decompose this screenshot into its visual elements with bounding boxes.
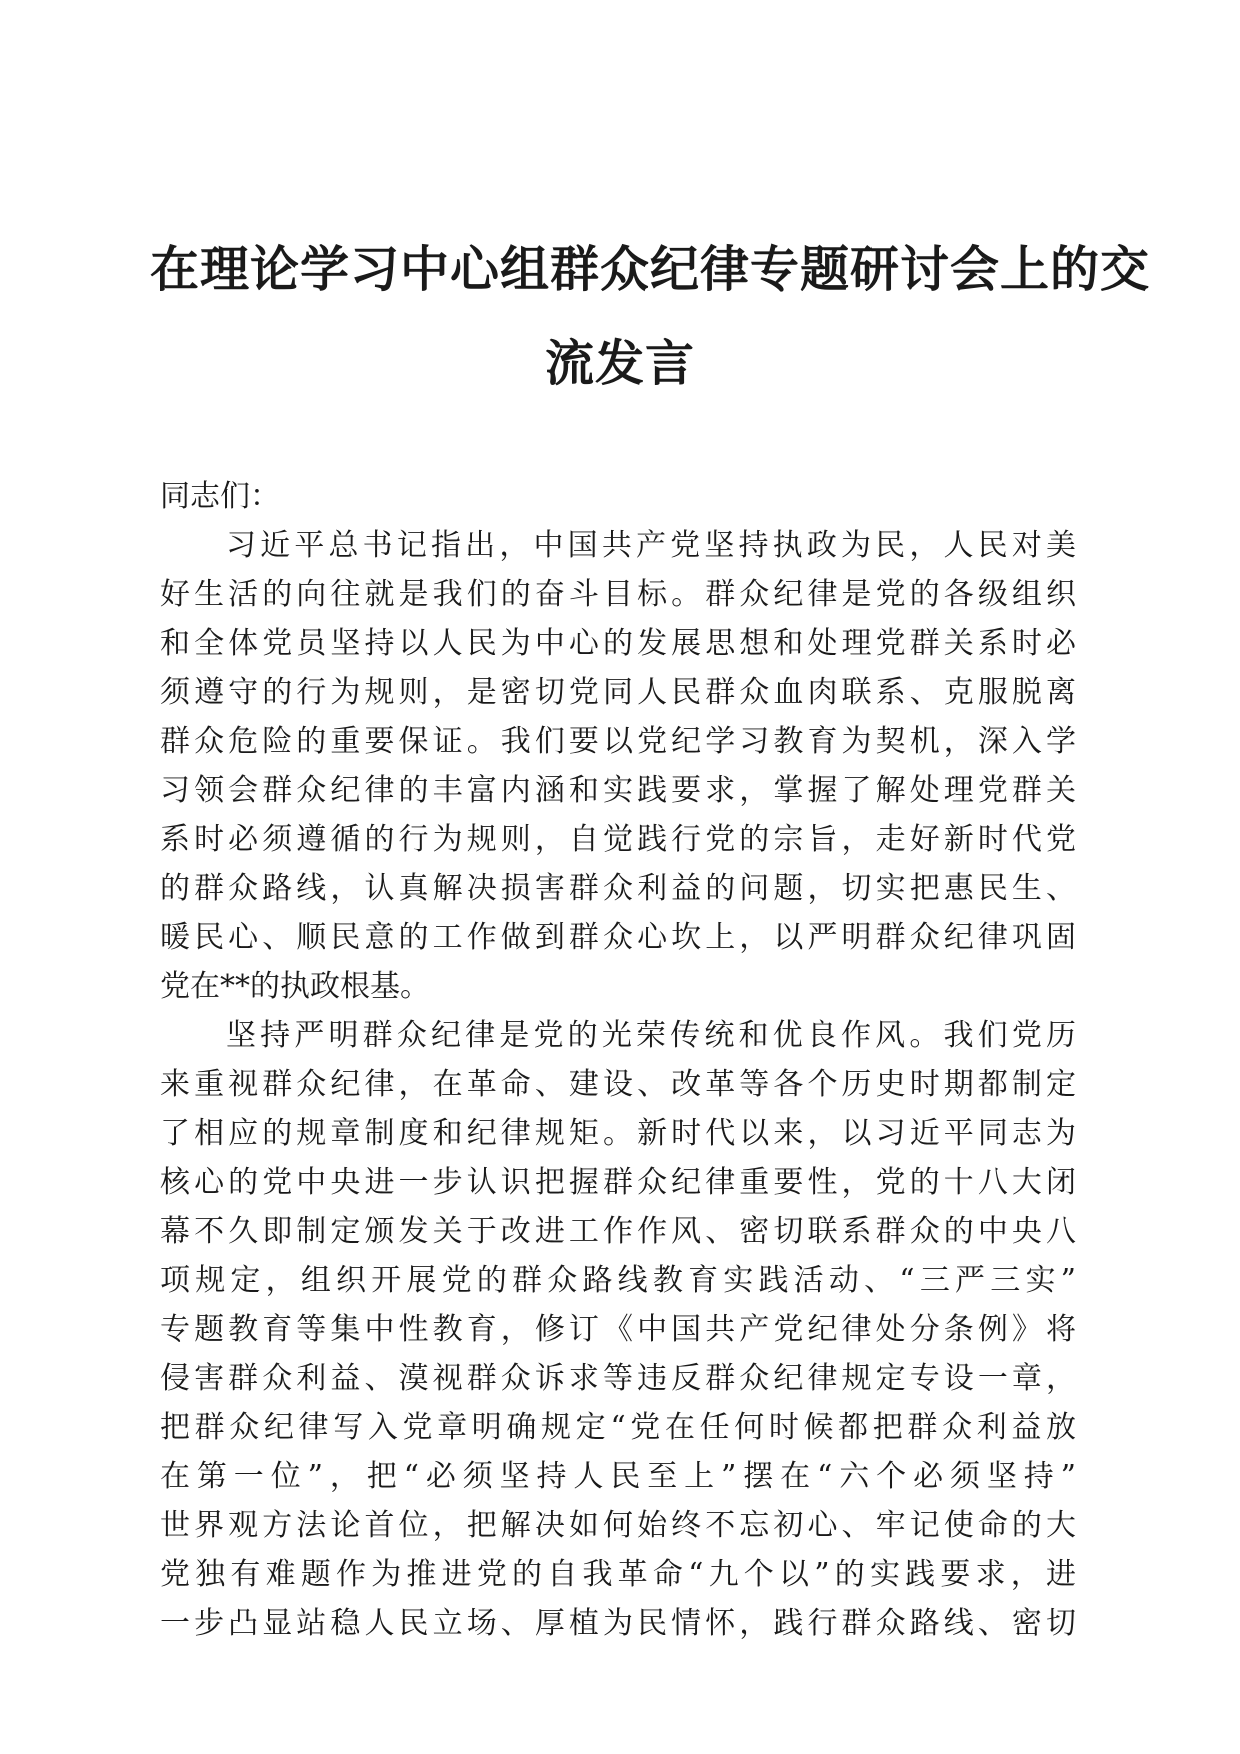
text-line: 习领会群众纪律的丰富内涵和实践要求，掌握了解处理党群关 xyxy=(160,773,1076,808)
text-line: 群众危险的重要保证。我们要以党纪学习教育为契机，深入学 xyxy=(160,724,1076,759)
text-line: 党独有难题作为推进党的自我革命“九个以”的实践要求，进 xyxy=(160,1557,1076,1592)
text-line: 坚持严明群众纪律是党的光荣传统和优良作风。我们党历 xyxy=(226,1018,1076,1053)
text-line: 在第一位”，把“必须坚持人民至上”摆在“六个必须坚持” xyxy=(160,1459,1076,1494)
text-line: 侵害群众利益、漠视群众诉求等违反群众纪律规定专设一章， xyxy=(160,1361,1076,1396)
title-line: 在理论学习中心组群众纪律专题研讨会上的交 xyxy=(150,240,1151,298)
text-line: 暖民心、顺民意的工作做到群众心坎上，以严明群众纪律巩固 xyxy=(160,920,1076,955)
text-line: 好生活的向往就是我们的奋斗目标。群众纪律是党的各级组织 xyxy=(160,577,1076,612)
paragraph-1 xyxy=(160,521,1076,1011)
text-line: 的群众路线，认真解决损害群众利益的问题，切实把惠民生、 xyxy=(160,871,1076,906)
text-line: 和全体党员坚持以人民为中心的发展思想和处理党群关系时必 xyxy=(160,626,1076,661)
text-line: 来重视群众纪律，在革命、建设、改革等各个历史时期都制定 xyxy=(160,1067,1076,1102)
paragraph-2 xyxy=(160,1011,1076,1648)
salutation: 同志们： xyxy=(160,479,280,514)
text-line: 把群众纪律写入党章明确规定“党在任何时候都把群众利益放 xyxy=(160,1410,1076,1445)
text-line: 党在**的执政根基。 xyxy=(160,969,430,1004)
text-line: 须遵守的行为规则，是密切党同人民群众血肉联系、克服脱离 xyxy=(160,675,1076,710)
text-line: 项规定，组织开展党的群众路线教育实践活动、“三严三实” xyxy=(160,1263,1076,1298)
title-line: 流发言 xyxy=(544,334,695,392)
text-line: 核心的党中央进一步认识把握群众纪律重要性，党的十八大闭 xyxy=(160,1165,1076,1200)
text-line: 世界观方法论首位，把解决如何始终不忘初心、牢记使命的大 xyxy=(160,1508,1076,1543)
text-line: 幕不久即制定颁发关于改进工作作风、密切联系群众的中央八 xyxy=(160,1214,1076,1249)
document-title xyxy=(150,222,1151,410)
text-line: 了相应的规章制度和纪律规矩。新时代以来，以习近平同志为 xyxy=(160,1116,1076,1151)
text-line: 系时必须遵循的行为规则，自觉践行党的宗旨，走好新时代党 xyxy=(160,822,1076,857)
text-line: 一步凸显站稳人民立场、厚植为民情怀，践行群众路线、密切 xyxy=(160,1606,1076,1641)
text-line: 专题教育等集中性教育，修订《中国共产党纪律处分条例》将 xyxy=(160,1312,1076,1347)
text-line: 习近平总书记指出，中国共产党坚持执政为民，人民对美 xyxy=(226,528,1076,563)
document-body xyxy=(160,472,1076,1648)
